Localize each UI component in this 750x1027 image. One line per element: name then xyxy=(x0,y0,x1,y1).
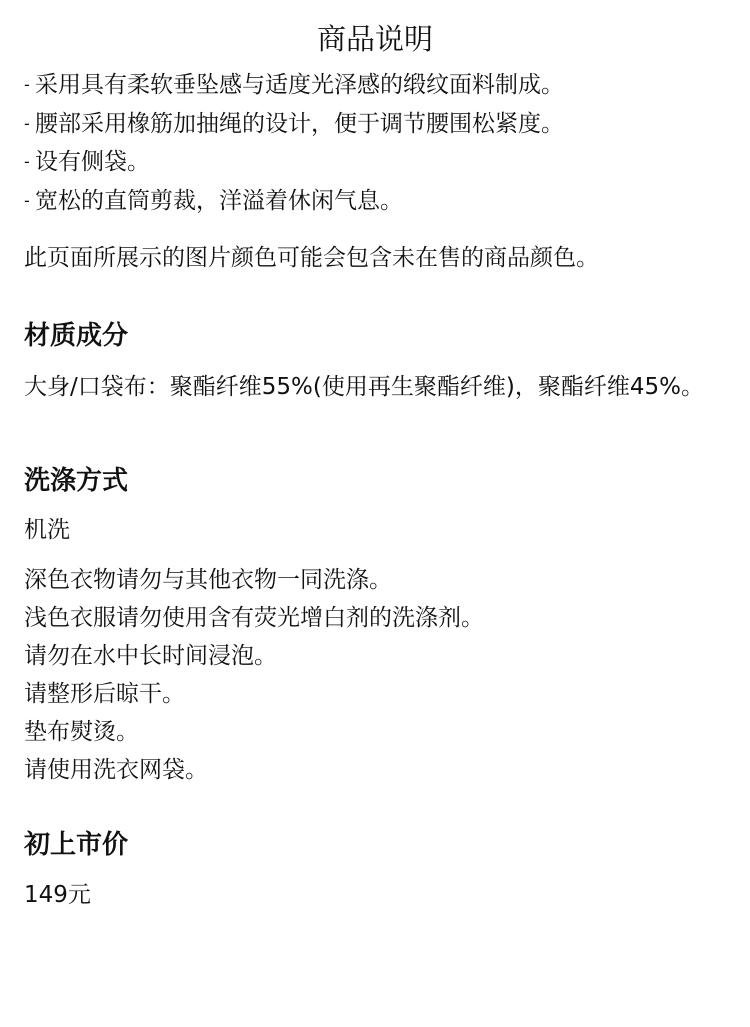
care-instruction: 浅色衣服请勿使用含有荧光增白剂的洗涤剂。 xyxy=(24,605,484,631)
care-instructions xyxy=(24,561,726,789)
color-disclaimer: 此页面所展示的图片颜色可能会包含未在售的商品颜色。 xyxy=(24,245,599,271)
material-composition: 大身/口袋布：聚酯纤维55%(使用再生聚酯纤维)，聚酯纤维45%。 xyxy=(24,374,704,400)
bullet-marker: - xyxy=(24,190,30,210)
care-instruction: 请使用洗衣网袋。 xyxy=(24,757,208,783)
bullet-marker: - xyxy=(24,113,30,133)
washing-method: 机洗 xyxy=(24,517,70,543)
feature-text: 采用具有柔软垂坠感与适度光泽感的缎纹面料制成。 xyxy=(35,72,564,98)
material-heading: 材质成分 xyxy=(24,321,129,351)
bullet-marker: - xyxy=(24,152,30,171)
launch-price: 149元 xyxy=(24,882,91,908)
washing-heading: 洗涤方式 xyxy=(24,466,129,496)
care-instruction: 深色衣物请勿与其他衣物一同洗涤。 xyxy=(24,567,392,593)
feature-item xyxy=(24,143,726,182)
bullet-marker: - xyxy=(24,75,30,94)
page-title: 商品说明 xyxy=(316,22,433,56)
care-instruction: 请整形后晾干。 xyxy=(24,681,185,707)
care-instruction: 垫布熨烫。 xyxy=(24,719,139,745)
feature-text: 腰部采用橡筋加抽绳的设计，便于调节腰围松紧度。 xyxy=(35,110,564,137)
feature-list xyxy=(24,66,726,220)
feature-text: 设有侧袋。 xyxy=(35,149,150,175)
feature-item xyxy=(24,105,726,144)
price-heading: 初上市价 xyxy=(24,830,129,860)
care-instruction: 请勿在水中长时间浸泡。 xyxy=(24,643,277,669)
feature-item xyxy=(24,66,726,105)
feature-text: 宽松的直筒剪裁，洋溢着休闲气息。 xyxy=(35,187,403,214)
feature-item xyxy=(24,182,726,221)
